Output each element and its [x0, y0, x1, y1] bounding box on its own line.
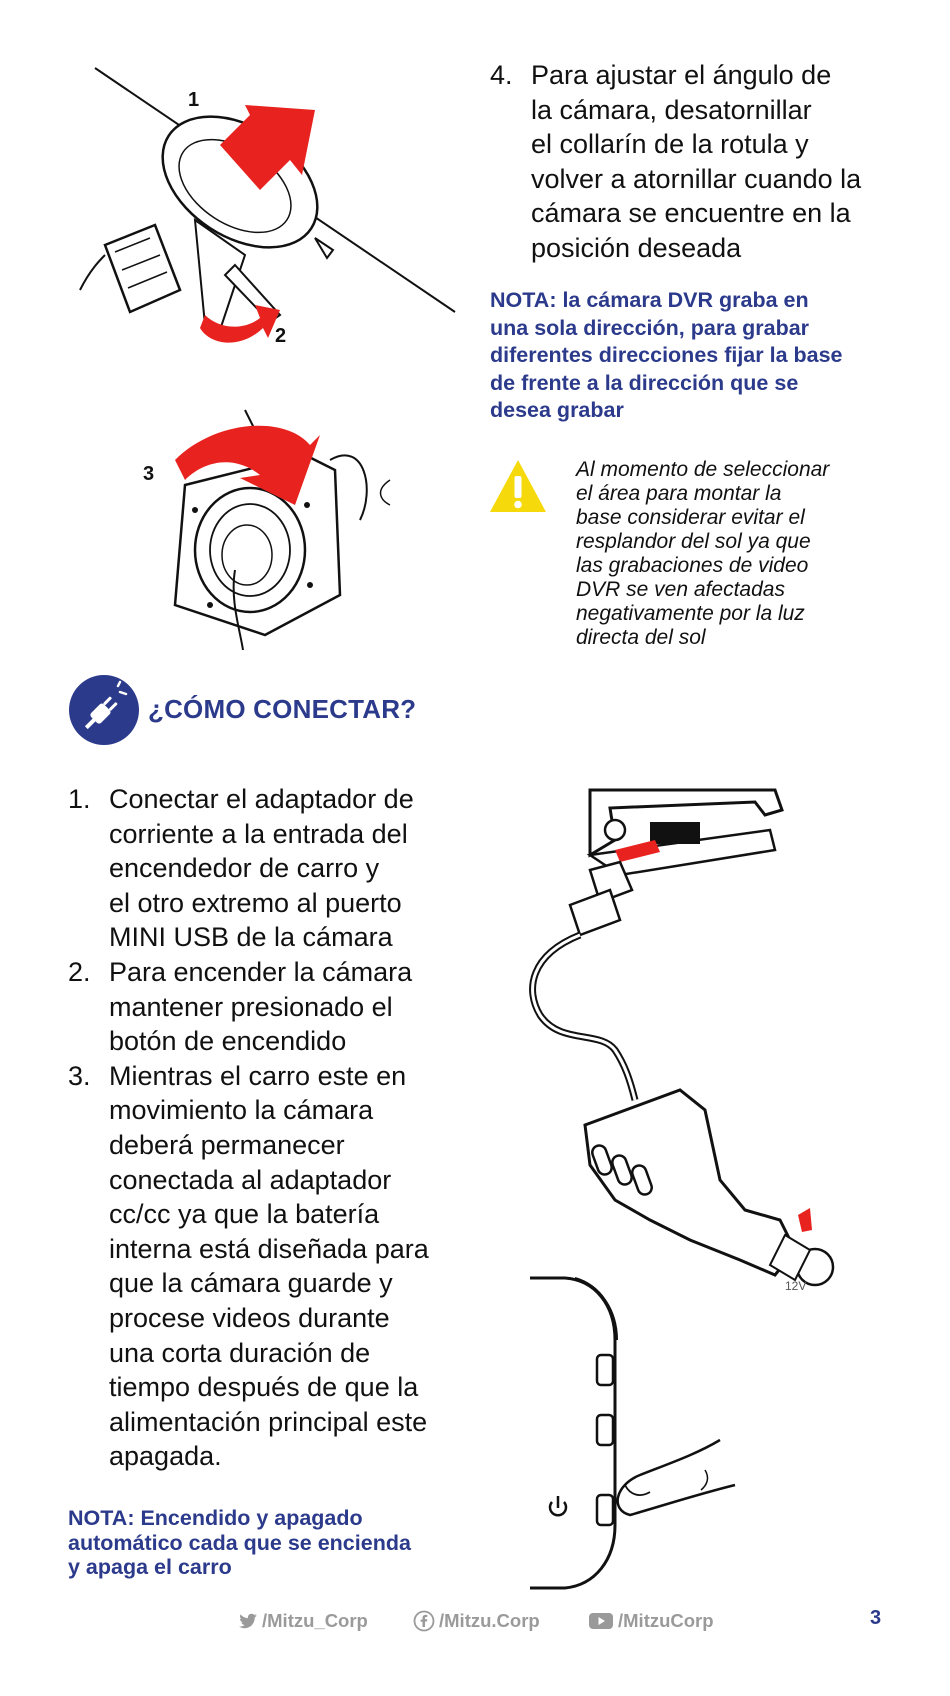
warning-line: resplandor del sol ya que: [576, 530, 811, 553]
warning-line: negativamente por la luz: [576, 602, 805, 625]
diagram-label-2: 2: [275, 325, 287, 347]
warning-line: el área para montar la: [576, 482, 782, 505]
step-item: [68, 782, 468, 955]
step-4-item: [490, 58, 920, 265]
step-line: Conectar el adaptador de: [109, 784, 414, 814]
diagram-label-1: 1: [188, 89, 200, 111]
warning-line: DVR se ven afectadas: [576, 578, 785, 601]
step-line: que la cámara guarde y: [109, 1268, 393, 1299]
note-direction: [490, 287, 910, 425]
youtube-handle: /MitzuCorp: [618, 1610, 714, 1631]
step-line: corriente a la entrada del: [109, 818, 408, 849]
step-line: cc/cc ya que la batería: [109, 1199, 380, 1230]
step-4-line: la cámara, desatornillar: [531, 94, 812, 125]
step-line: procese videos durante: [109, 1302, 390, 1333]
step-line: conectada al adaptador: [109, 1164, 392, 1195]
note-auto-power: [68, 1506, 478, 1580]
note-line: automático cada que se encienda: [68, 1530, 411, 1555]
step-line: Para encender la cámara: [109, 956, 413, 987]
step-line: interna está diseñada para: [109, 1233, 429, 1264]
step-line: deberá permanecer: [109, 1129, 345, 1160]
note-line: diferentes direcciones fijar la base: [490, 343, 843, 367]
note-line: de frente a la dirección que se: [490, 370, 799, 395]
step-item: [68, 1059, 468, 1474]
collar-diagram: [135, 400, 395, 650]
step-line: una corta duración de: [109, 1337, 371, 1368]
step-line: el otro extremo al puerto: [109, 887, 402, 918]
warning-line: las grabaciones de video: [576, 554, 809, 577]
step-line: botón de encendido: [109, 1026, 347, 1057]
twitter-handle: /Mitzu_Corp: [262, 1610, 368, 1631]
section-title: ¿CÓMO CONECTAR?: [148, 694, 417, 724]
step-line: movimiento la cámara: [109, 1095, 374, 1126]
step-line: mantener presionado el: [109, 991, 393, 1022]
facebook-handle: /Mitzu.Corp: [439, 1610, 540, 1631]
suction-mount-diagram: [70, 60, 470, 360]
plug-icon: [68, 674, 140, 746]
note-line: NOTA: la cámara DVR graba en: [490, 288, 809, 312]
footer-twitter[interactable]: [238, 1610, 368, 1632]
note-line: y apaga el carro: [68, 1555, 232, 1579]
warning-text: [576, 458, 886, 650]
page-number: 3: [870, 1607, 882, 1629]
car-charger-diagram: [520, 780, 860, 1340]
note-line: desea grabar: [490, 398, 624, 422]
warning-triangle-icon: [488, 458, 548, 514]
power-icon: [550, 1496, 566, 1515]
footer-youtube[interactable]: [588, 1610, 714, 1632]
step-4-line: volver a atornillar cuando la: [531, 163, 862, 194]
twitter-icon: [238, 1613, 258, 1629]
facebook-icon: [413, 1610, 435, 1632]
step-4: [490, 58, 920, 265]
footer-facebook[interactable]: [413, 1610, 540, 1632]
connect-steps: [68, 782, 468, 1474]
step-4-line: cámara se encuentre en la: [531, 198, 851, 228]
step-line: tiempo después de que la: [109, 1372, 419, 1403]
power-button-diagram: [525, 1270, 745, 1600]
step-4-line: Para ajustar el ángulo de: [531, 60, 832, 90]
note-line: una sola dirección, para grabar: [490, 315, 810, 340]
step-line: MINI USB de la cámara: [109, 922, 393, 953]
note-line: NOTA: Encendido y apagado: [68, 1506, 363, 1530]
step-line: alimentación principal este: [109, 1406, 428, 1437]
step-number: 3.: [68, 1060, 91, 1091]
step-4-line: el collarín de la rotula y: [531, 129, 809, 159]
step-4-number: 4.: [490, 60, 513, 90]
step-line: apagada.: [109, 1441, 222, 1472]
step-item: [68, 955, 468, 1059]
voltage-label: 12V: [785, 1279, 807, 1293]
step-line: encendedor de carro y: [109, 853, 380, 884]
diagram-label-3: 3: [143, 463, 155, 485]
step-number: 1.: [68, 784, 91, 814]
step-4-line: posición deseada: [531, 232, 742, 263]
youtube-icon: [588, 1612, 614, 1630]
warning-line: directa del sol: [576, 626, 706, 649]
step-line: Mientras el carro este en: [109, 1060, 407, 1091]
warning-line: base considerar evitar el: [576, 506, 805, 529]
warning-line: Al momento de seleccionar: [576, 458, 830, 481]
step-number: 2.: [68, 956, 91, 987]
